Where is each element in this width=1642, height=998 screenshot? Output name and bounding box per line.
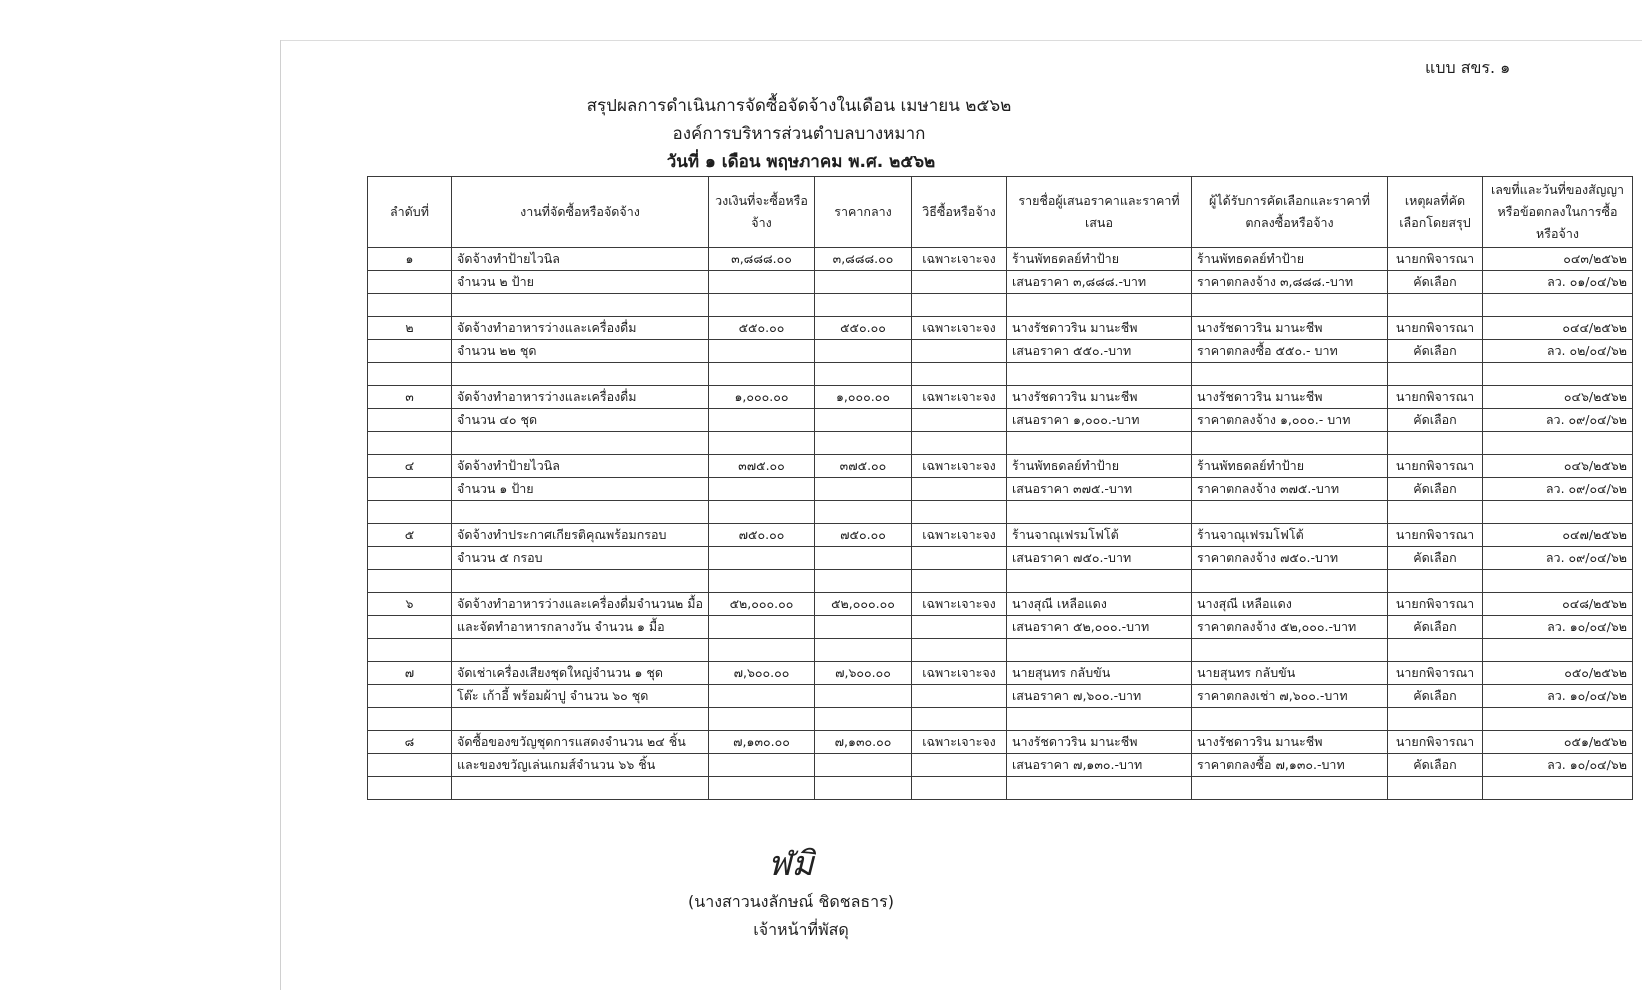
spacer-cell xyxy=(709,777,815,800)
contract-date: ลว. ๐๙/๐๔/๖๒ xyxy=(1483,478,1633,501)
work-description: จัดจ้างทำประกาศเกียรติคุณพร้อมกรอบ xyxy=(452,524,709,547)
table-row-spacer xyxy=(368,294,1633,317)
row-number: ๕ xyxy=(368,524,452,547)
method-cont xyxy=(912,547,1007,570)
table-row xyxy=(368,616,1633,639)
spacer-cell xyxy=(912,501,1007,524)
median-price: ๕๕๐.๐๐ xyxy=(815,317,912,340)
signatory-name: (นางสาวนงลักษณ์ ชิดชลธาร) xyxy=(688,892,894,911)
spacer-cell xyxy=(709,363,815,386)
header-contract: เลขที่และวันที่ของสัญญาหรือข้อตกลงในการซื้อหรือจ้าง xyxy=(1483,177,1633,248)
budget-cont xyxy=(709,754,815,777)
contract-number: ๐๔๖/๒๕๖๒ xyxy=(1483,455,1633,478)
median-price: ๗๕๐.๐๐ xyxy=(815,524,912,547)
spacer-cell xyxy=(1388,639,1483,662)
spacer-cell xyxy=(1007,363,1192,386)
bidder-name: นางรัชดาวริน มานะชีพ xyxy=(1007,731,1192,754)
work-description-cont: และของขวัญเล่นเกมส์จำนวน ๖๖ ชิ้น xyxy=(452,754,709,777)
spacer-cell xyxy=(709,639,815,662)
work-description-cont: โต๊ะ เก้าอี้ พร้อมผ้าปู จำนวน ๖๐ ชุด xyxy=(452,685,709,708)
report-title: สรุปผลการดำเนินการจัดซื้อจัดจ้างในเดือน เมษายน ๒๕๖๒ xyxy=(586,96,1012,116)
selection-reason: นายกพิจารณา xyxy=(1388,524,1483,547)
spacer-cell xyxy=(1388,501,1483,524)
median-cont xyxy=(815,409,912,432)
work-description: จัดจ้างทำป้ายไวนิล xyxy=(452,248,709,271)
agreed-price: ราคาตกลงจ้าง ๕๒,๐๐๐.-บาท xyxy=(1192,616,1388,639)
spacer-cell xyxy=(1007,432,1192,455)
row-number: ๔ xyxy=(368,455,452,478)
header-reason: เหตุผลที่คัดเลือกโดยสรุป xyxy=(1388,177,1483,248)
spacer-cell xyxy=(912,639,1007,662)
spacer-cell xyxy=(368,294,452,317)
median-cont xyxy=(815,547,912,570)
work-description-cont: และจัดทำอาหารกลางวัน จำนวน ๑ มื้อ xyxy=(452,616,709,639)
work-description-cont: จำนวน ๔๐ ชุด xyxy=(452,409,709,432)
budget-amount: ๑,๐๐๐.๐๐ xyxy=(709,386,815,409)
agreed-price: ราคาตกลงเช่า ๗,๖๐๐.-บาท xyxy=(1192,685,1388,708)
organization-name: องค์การบริหารส่วนตำบลบางหมาก xyxy=(672,124,926,144)
winner-name: นางรัชดาวริน มานะชีพ xyxy=(1192,386,1388,409)
spacer-cell xyxy=(1192,432,1388,455)
winner-name: ร้านพัทธดลย์ทำป้าย xyxy=(1192,455,1388,478)
row-number: ๓ xyxy=(368,386,452,409)
bid-price: เสนอราคา ๓๗๕.-บาท xyxy=(1007,478,1192,501)
bidder-name: ร้านพัทธดลย์ทำป้าย xyxy=(1007,248,1192,271)
budget-amount: ๓,๘๘๘.๐๐ xyxy=(709,248,815,271)
row-number: ๘ xyxy=(368,731,452,754)
median-cont xyxy=(815,478,912,501)
spacer-cell xyxy=(912,432,1007,455)
median-price: ๕๒,๐๐๐.๐๐ xyxy=(815,593,912,616)
spacer-cell xyxy=(1483,432,1633,455)
spacer-cell xyxy=(1388,777,1483,800)
row-number-cont xyxy=(368,340,452,363)
bidder-name: นางสุณี เหลือแดง xyxy=(1007,593,1192,616)
spacer-cell xyxy=(709,570,815,593)
table-row-spacer xyxy=(368,363,1633,386)
budget-cont xyxy=(709,616,815,639)
form-code: แบบ สขร. ๑ xyxy=(1425,58,1511,77)
bid-price: เสนอราคา ๗,๖๐๐.-บาท xyxy=(1007,685,1192,708)
spacer-cell xyxy=(709,294,815,317)
table-row-spacer xyxy=(368,777,1633,800)
method-cont xyxy=(912,685,1007,708)
bidder-name: นางรัชดาวริน มานะชีพ xyxy=(1007,386,1192,409)
spacer-cell xyxy=(368,363,452,386)
work-description-cont: จำนวน ๑ ป้าย xyxy=(452,478,709,501)
spacer-cell xyxy=(368,570,452,593)
contract-date: ลว. ๑๐/๐๔/๖๒ xyxy=(1483,685,1633,708)
spacer-cell xyxy=(815,294,912,317)
spacer-cell xyxy=(1192,777,1388,800)
table-row xyxy=(368,386,1633,409)
selection-reason-cont: คัดเลือก xyxy=(1388,754,1483,777)
spacer-cell xyxy=(709,501,815,524)
spacer-cell xyxy=(1388,294,1483,317)
contract-number: ๐๕๑/๒๕๖๒ xyxy=(1483,731,1633,754)
spacer-cell xyxy=(1483,777,1633,800)
bid-price: เสนอราคา ๓,๘๘๘.-บาท xyxy=(1007,271,1192,294)
winner-name: นางรัชดาวริน มานะชีพ xyxy=(1192,731,1388,754)
header-winner: ผู้ได้รับการคัดเลือกและราคาที่ตกลงซื้อหรือจ้าง xyxy=(1192,177,1388,248)
row-number-cont xyxy=(368,754,452,777)
budget-amount: ๗๕๐.๐๐ xyxy=(709,524,815,547)
spacer-cell xyxy=(452,294,709,317)
selection-reason-cont: คัดเลือก xyxy=(1388,547,1483,570)
table-row xyxy=(368,340,1633,363)
table-row-spacer xyxy=(368,708,1633,731)
procurement-method: เฉพาะเจาะจง xyxy=(912,455,1007,478)
spacer-cell xyxy=(452,777,709,800)
budget-cont xyxy=(709,478,815,501)
method-cont xyxy=(912,478,1007,501)
spacer-cell xyxy=(1007,639,1192,662)
contract-number: ๐๔๖/๒๕๖๒ xyxy=(1483,386,1633,409)
selection-reason: นายกพิจารณา xyxy=(1388,248,1483,271)
row-number-cont xyxy=(368,478,452,501)
contract-date: ลว. ๐๙/๐๔/๖๒ xyxy=(1483,409,1633,432)
header-budget: วงเงินที่จะซื้อหรือจ้าง xyxy=(709,177,815,248)
spacer-cell xyxy=(1388,432,1483,455)
selection-reason-cont: คัดเลือก xyxy=(1388,685,1483,708)
signatory-position: เจ้าหน้าที่พัสดุ xyxy=(753,920,849,939)
budget-amount: ๗,๖๐๐.๐๐ xyxy=(709,662,815,685)
contract-date: ลว. ๐๙/๐๔/๖๒ xyxy=(1483,547,1633,570)
spacer-cell xyxy=(1483,639,1633,662)
spacer-cell xyxy=(1007,708,1192,731)
bidder-name: ร้านจาณุเฟรมโฟโต้ xyxy=(1007,524,1192,547)
header-median-price: ราคากลาง xyxy=(815,177,912,248)
spacer-cell xyxy=(1007,501,1192,524)
scan-edge-top xyxy=(280,40,1642,41)
procurement-method: เฉพาะเจาะจง xyxy=(912,248,1007,271)
row-number: ๖ xyxy=(368,593,452,616)
row-number-cont xyxy=(368,616,452,639)
agreed-price: ราคาตกลงจ้าง ๓๗๕.-บาท xyxy=(1192,478,1388,501)
selection-reason: นายกพิจารณา xyxy=(1388,317,1483,340)
signature-mark: ฬมิ xyxy=(768,844,814,884)
agreed-price: ราคาตกลงซื้อ ๗,๑๓๐.-บาท xyxy=(1192,754,1388,777)
median-price: ๓๗๕.๐๐ xyxy=(815,455,912,478)
spacer-cell xyxy=(1483,708,1633,731)
median-cont xyxy=(815,271,912,294)
table-row xyxy=(368,409,1633,432)
budget-amount: ๕๕๐.๐๐ xyxy=(709,317,815,340)
spacer-cell xyxy=(368,639,452,662)
bidder-name: นายสุนทร กลับขัน xyxy=(1007,662,1192,685)
spacer-cell xyxy=(1007,777,1192,800)
spacer-cell xyxy=(815,432,912,455)
winner-name: ร้านจาณุเฟรมโฟโต้ xyxy=(1192,524,1388,547)
spacer-cell xyxy=(912,570,1007,593)
spacer-cell xyxy=(1192,570,1388,593)
row-number-cont xyxy=(368,685,452,708)
budget-cont xyxy=(709,271,815,294)
header-work: งานที่จัดซื้อหรือจัดจ้าง xyxy=(452,177,709,248)
spacer-cell xyxy=(368,432,452,455)
spacer-cell xyxy=(912,777,1007,800)
selection-reason-cont: คัดเลือก xyxy=(1388,409,1483,432)
contract-number: ๐๔๓/๒๕๖๒ xyxy=(1483,248,1633,271)
spacer-cell xyxy=(815,777,912,800)
selection-reason: นายกพิจารณา xyxy=(1388,386,1483,409)
procurement-method: เฉพาะเจาะจง xyxy=(912,731,1007,754)
method-cont xyxy=(912,409,1007,432)
table-row xyxy=(368,593,1633,616)
budget-cont xyxy=(709,547,815,570)
median-price: ๗,๖๐๐.๐๐ xyxy=(815,662,912,685)
contract-number: ๐๔๔/๒๕๖๒ xyxy=(1483,317,1633,340)
median-cont xyxy=(815,616,912,639)
table-row xyxy=(368,248,1633,271)
budget-amount: ๓๗๕.๐๐ xyxy=(709,455,815,478)
report-date: วันที่ ๑ เดือน พฤษภาคม พ.ศ. ๒๕๖๒ xyxy=(666,152,936,172)
median-price: ๑,๐๐๐.๐๐ xyxy=(815,386,912,409)
spacer-cell xyxy=(452,570,709,593)
table-row-spacer xyxy=(368,570,1633,593)
spacer-cell xyxy=(1483,294,1633,317)
budget-cont xyxy=(709,340,815,363)
procurement-method: เฉพาะเจาะจง xyxy=(912,524,1007,547)
spacer-cell xyxy=(912,708,1007,731)
spacer-cell xyxy=(815,708,912,731)
table-row xyxy=(368,731,1633,754)
procurement-method: เฉพาะเจาะจง xyxy=(912,662,1007,685)
budget-cont xyxy=(709,685,815,708)
procurement-table xyxy=(367,176,1633,800)
procurement-method: เฉพาะเจาะจง xyxy=(912,386,1007,409)
agreed-price: ราคาตกลงจ้าง ๗๕๐.-บาท xyxy=(1192,547,1388,570)
header-bidders: รายชื่อผู้เสนอราคาและราคาที่เสนอ xyxy=(1007,177,1192,248)
median-cont xyxy=(815,685,912,708)
contract-number: ๐๔๗/๒๕๖๒ xyxy=(1483,524,1633,547)
table-row-spacer xyxy=(368,501,1633,524)
spacer-cell xyxy=(452,432,709,455)
bid-price: เสนอราคา ๕๕๐.-บาท xyxy=(1007,340,1192,363)
method-cont xyxy=(912,616,1007,639)
spacer-cell xyxy=(1388,708,1483,731)
work-description: จัดจ้างทำอาหารว่างและเครื่องดื่มจำนวน๒ มื้อ xyxy=(452,593,709,616)
bid-price: เสนอราคา ๑,๐๐๐.-บาท xyxy=(1007,409,1192,432)
contract-number: ๐๔๘/๒๕๖๒ xyxy=(1483,593,1633,616)
spacer-cell xyxy=(452,501,709,524)
bidder-name: นางรัชดาวริน มานะชีพ xyxy=(1007,317,1192,340)
row-number-cont xyxy=(368,271,452,294)
spacer-cell xyxy=(709,432,815,455)
table-row xyxy=(368,547,1633,570)
spacer-cell xyxy=(1192,294,1388,317)
spacer-cell xyxy=(912,363,1007,386)
work-description-cont: จำนวน ๒๒ ชุด xyxy=(452,340,709,363)
spacer-cell xyxy=(368,777,452,800)
agreed-price: ราคาตกลงจ้าง ๓,๘๘๘.-บาท xyxy=(1192,271,1388,294)
spacer-cell xyxy=(1192,708,1388,731)
spacer-cell xyxy=(709,708,815,731)
contract-date: ลว. ๑๐/๐๔/๖๒ xyxy=(1483,754,1633,777)
spacer-cell xyxy=(452,639,709,662)
contract-date: ลว. ๐๑/๐๔/๖๒ xyxy=(1483,271,1633,294)
spacer-cell xyxy=(815,501,912,524)
median-price: ๗,๑๓๐.๐๐ xyxy=(815,731,912,754)
spacer-cell xyxy=(1483,570,1633,593)
table-body xyxy=(368,248,1633,800)
budget-amount: ๗,๑๓๐.๐๐ xyxy=(709,731,815,754)
selection-reason: นายกพิจารณา xyxy=(1388,731,1483,754)
winner-name: ร้านพัทธดลย์ทำป้าย xyxy=(1192,248,1388,271)
work-description: จัดจ้างทำอาหารว่างและเครื่องดื่ม xyxy=(452,386,709,409)
contract-date: ลว. ๐๒/๐๔/๖๒ xyxy=(1483,340,1633,363)
winner-name: นางสุณี เหลือแดง xyxy=(1192,593,1388,616)
row-number: ๑ xyxy=(368,248,452,271)
budget-cont xyxy=(709,409,815,432)
procurement-method: เฉพาะเจาะจง xyxy=(912,317,1007,340)
table-row xyxy=(368,754,1633,777)
spacer-cell xyxy=(1388,363,1483,386)
row-number-cont xyxy=(368,409,452,432)
table-row xyxy=(368,478,1633,501)
spacer-cell xyxy=(1192,363,1388,386)
spacer-cell xyxy=(1007,294,1192,317)
spacer-cell xyxy=(1192,639,1388,662)
selection-reason: นายกพิจารณา xyxy=(1388,455,1483,478)
work-description: จัดจ้างทำป้ายไวนิล xyxy=(452,455,709,478)
header-no: ลำดับที่ xyxy=(368,177,452,248)
table-row xyxy=(368,455,1633,478)
spacer-cell xyxy=(1483,363,1633,386)
median-cont xyxy=(815,754,912,777)
selection-reason-cont: คัดเลือก xyxy=(1388,340,1483,363)
work-description: จัดจ้างทำอาหารว่างและเครื่องดื่ม xyxy=(452,317,709,340)
spacer-cell xyxy=(368,501,452,524)
median-cont xyxy=(815,340,912,363)
selection-reason: นายกพิจารณา xyxy=(1388,662,1483,685)
median-price: ๓,๘๘๘.๐๐ xyxy=(815,248,912,271)
spacer-cell xyxy=(1483,501,1633,524)
method-cont xyxy=(912,340,1007,363)
spacer-cell xyxy=(452,708,709,731)
row-number: ๗ xyxy=(368,662,452,685)
spacer-cell xyxy=(912,294,1007,317)
agreed-price: ราคาตกลงซื้อ ๕๕๐.- บาท xyxy=(1192,340,1388,363)
spacer-cell xyxy=(815,639,912,662)
agreed-price: ราคาตกลงจ้าง ๑,๐๐๐.- บาท xyxy=(1192,409,1388,432)
spacer-cell xyxy=(1388,570,1483,593)
selection-reason: นายกพิจารณา xyxy=(1388,593,1483,616)
table-row-spacer xyxy=(368,639,1633,662)
table-row xyxy=(368,271,1633,294)
work-description-cont: จำนวน ๒ ป้าย xyxy=(452,271,709,294)
contract-number: ๐๕๐/๒๕๖๒ xyxy=(1483,662,1633,685)
spacer-cell xyxy=(452,363,709,386)
table-row xyxy=(368,685,1633,708)
spacer-cell xyxy=(1192,501,1388,524)
spacer-cell xyxy=(815,363,912,386)
bid-price: เสนอราคา ๗,๑๓๐.-บาท xyxy=(1007,754,1192,777)
table-header-row xyxy=(368,177,1633,248)
budget-amount: ๕๒,๐๐๐.๐๐ xyxy=(709,593,815,616)
table-row xyxy=(368,662,1633,685)
method-cont xyxy=(912,754,1007,777)
method-cont xyxy=(912,271,1007,294)
work-description: จัดเช่าเครื่องเสียงชุดใหญ่จำนวน ๑ ชุด xyxy=(452,662,709,685)
row-number-cont xyxy=(368,547,452,570)
spacer-cell xyxy=(1007,570,1192,593)
bid-price: เสนอราคา ๗๕๐.-บาท xyxy=(1007,547,1192,570)
selection-reason-cont: คัดเลือก xyxy=(1388,616,1483,639)
work-description-cont: จำนวน ๕ กรอบ xyxy=(452,547,709,570)
spacer-cell xyxy=(815,570,912,593)
table-row-spacer xyxy=(368,432,1633,455)
winner-name: นางรัชดาวริน มานะชีพ xyxy=(1192,317,1388,340)
table-row xyxy=(368,524,1633,547)
table-row xyxy=(368,317,1633,340)
contract-date: ลว. ๑๐/๐๔/๖๒ xyxy=(1483,616,1633,639)
bid-price: เสนอราคา ๕๒,๐๐๐.-บาท xyxy=(1007,616,1192,639)
bidder-name: ร้านพัทธดลย์ทำป้าย xyxy=(1007,455,1192,478)
work-description: จัดซื้อของขวัญชุดการแสดงจำนวน ๒๔ ชิ้น xyxy=(452,731,709,754)
spacer-cell xyxy=(368,708,452,731)
selection-reason-cont: คัดเลือก xyxy=(1388,478,1483,501)
winner-name: นายสุนทร กลับขัน xyxy=(1192,662,1388,685)
row-number: ๒ xyxy=(368,317,452,340)
selection-reason-cont: คัดเลือก xyxy=(1388,271,1483,294)
header-method: วิธีซื้อหรือจ้าง xyxy=(912,177,1007,248)
procurement-method: เฉพาะเจาะจง xyxy=(912,593,1007,616)
